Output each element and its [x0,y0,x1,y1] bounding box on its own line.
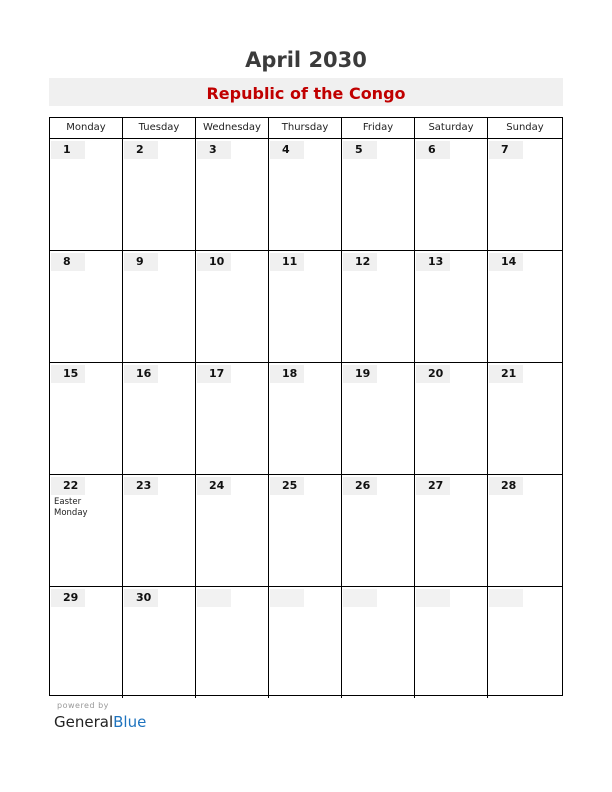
day-number: 5 [343,141,377,159]
day-cell[interactable] [122,139,195,250]
day-cell[interactable] [268,475,341,586]
generalblue-logo[interactable] [54,713,146,731]
day-cell[interactable] [341,475,414,586]
calendar-grid [49,117,563,696]
country-name: Republic of the Congo [206,84,406,103]
day-cell[interactable] [50,251,122,362]
day-number: 4 [270,141,304,159]
day-number: 26 [343,477,377,495]
day-number: 2 [124,141,158,159]
day-cell[interactable] [268,587,341,698]
day-number [197,589,231,607]
day-cell[interactable] [195,139,268,250]
weekday-header: Saturday [414,118,487,138]
day-cell[interactable] [414,475,487,586]
day-cell[interactable] [195,587,268,698]
day-number: 29 [51,589,85,607]
day-number: 23 [124,477,158,495]
day-number: 30 [124,589,158,607]
day-number: 8 [51,253,85,271]
day-number [343,589,377,607]
calendar-title: April 2030 [245,48,367,72]
day-number: 9 [124,253,158,271]
day-cell[interactable] [195,363,268,474]
day-cell[interactable] [341,251,414,362]
day-number: 6 [416,141,450,159]
day-number: 1 [51,141,85,159]
weekday-header: Thursday [268,118,341,138]
week-row [50,139,562,251]
day-cell[interactable] [195,475,268,586]
day-number: 20 [416,365,450,383]
weekday-header: Tuesday [122,118,195,138]
weekday-header: Sunday [487,118,562,138]
day-cell[interactable] [268,251,341,362]
weekday-header: Monday [66,122,106,133]
day-cell[interactable] [50,475,122,586]
day-cell[interactable] [341,587,414,698]
day-cell[interactable] [341,139,414,250]
week-row [50,251,562,363]
day-cell[interactable] [487,139,562,250]
weekday-header: Wednesday [195,118,268,138]
day-cell[interactable] [414,139,487,250]
day-number: 18 [270,365,304,383]
day-cell[interactable] [122,251,195,362]
week-row [50,475,562,587]
day-cell[interactable] [50,139,122,250]
day-cell[interactable] [122,587,195,698]
day-number: 15 [51,365,85,383]
day-number: 27 [416,477,450,495]
day-number: 21 [489,365,523,383]
day-number: 3 [197,141,231,159]
powered-by-label: powered by [57,701,109,710]
day-number: 13 [416,253,450,271]
day-number [416,589,450,607]
day-cell[interactable] [122,475,195,586]
day-cell[interactable] [122,363,195,474]
day-cell[interactable] [487,587,562,698]
day-cell[interactable] [487,475,562,586]
day-number: 24 [197,477,231,495]
day-number: 16 [124,365,158,383]
day-cell[interactable] [50,587,122,698]
day-number: 12 [343,253,377,271]
day-number: 10 [197,253,231,271]
brand-general: General [54,713,114,731]
day-number [489,589,523,607]
day-number: 17 [197,365,231,383]
day-cell[interactable] [195,251,268,362]
day-number: 19 [343,365,377,383]
day-number: 7 [489,141,523,159]
day-cell[interactable] [341,363,414,474]
day-number: 11 [270,253,304,271]
day-cell[interactable] [268,363,341,474]
day-cell[interactable] [487,363,562,474]
day-cell[interactable] [50,363,122,474]
day-cell[interactable] [414,251,487,362]
day-cell[interactable] [414,587,487,698]
day-cell[interactable] [487,251,562,362]
day-number: 22 [51,477,85,495]
day-number [270,589,304,607]
day-number: 14 [489,253,523,271]
weekday-header-row [50,118,562,139]
brand-blue: Blue [113,713,147,731]
country-banner [49,78,563,106]
week-row [50,587,562,698]
day-cell[interactable] [414,363,487,474]
day-cell[interactable] [268,139,341,250]
holiday-label: Easter Monday [54,497,88,518]
day-number: 25 [270,477,304,495]
weekday-header: Friday [341,118,414,138]
day-number: 28 [489,477,523,495]
week-row [50,363,562,475]
